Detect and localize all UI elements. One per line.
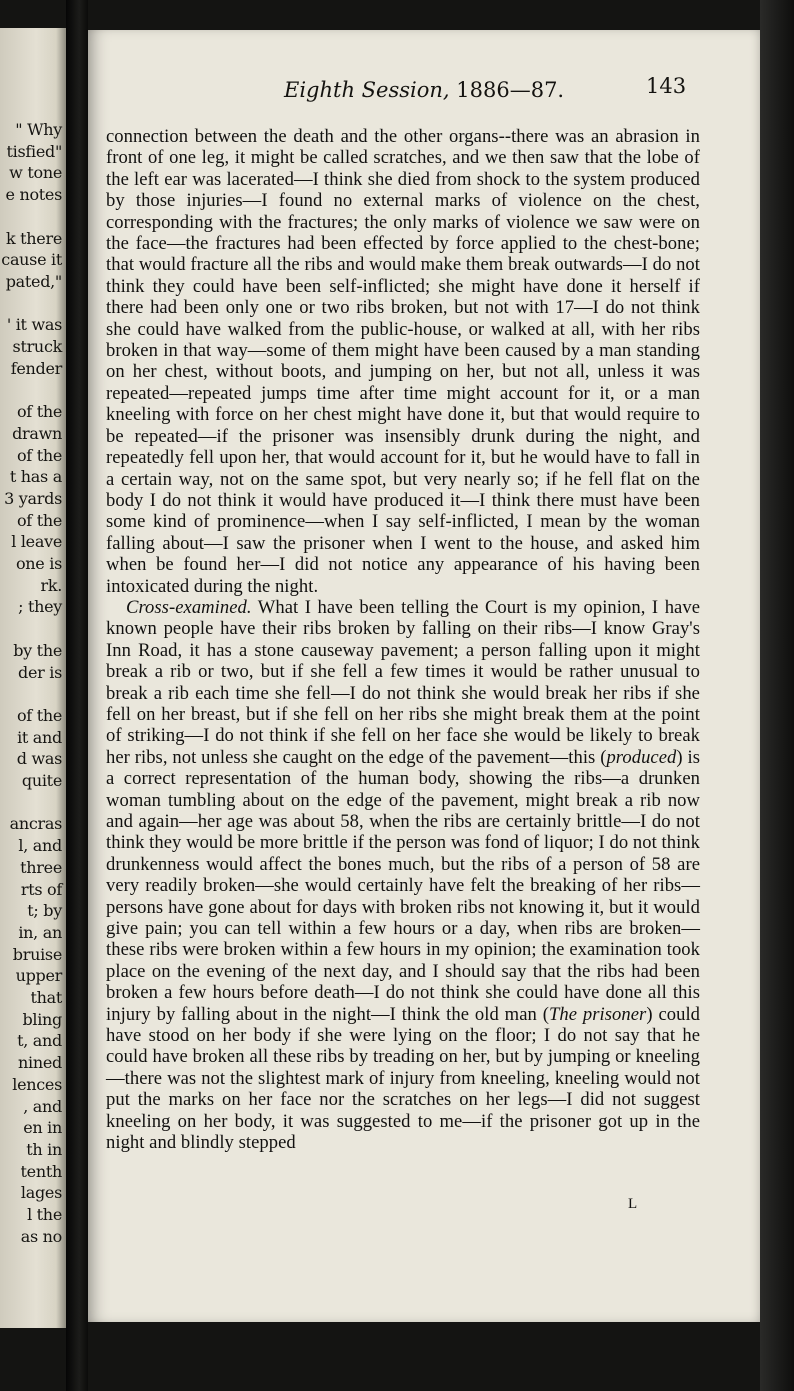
facing-page-line: t; by bbox=[27, 901, 62, 921]
facing-page-line: nined bbox=[18, 1053, 62, 1073]
facing-page-line: l, and bbox=[18, 836, 62, 856]
facing-page-line: th in bbox=[26, 1139, 62, 1159]
cross-examination-text-b: ) is a correct representation of the human body, showing the ribs—a drunken woman tumbling about on the edge of the pavement, might break a rib now and again—her age was about 58, when the ribs are certainly brittle—I do not think they would be more brittle if the person was fond of liquor; I do not think drunkenness would affect the bones much, but the ribs of a person of 58 are very readily broken—she would certainly have felt the breaking of her ribs—persons have gone about for days with broken ribs not knowing it, but it would give pain; you can tell within a few hours or a day, when ribs are broken—these ribs were broken within a few hours in my opinion; the examination took place on the evening of the next day, and I should say that the ribs had been broken a few hours before death—I do not think she could have done all this injury by falling about in the night—I think the old man ( bbox=[106, 746, 700, 1025]
facing-page-line: t, and bbox=[17, 1031, 62, 1051]
facing-page-line: of the bbox=[16, 705, 62, 725]
facing-page-line: bruise bbox=[12, 944, 62, 964]
running-head-years: 1886—87. bbox=[449, 78, 565, 102]
facing-page-line: rk. bbox=[40, 575, 62, 595]
prisoner-label: The prisoner bbox=[548, 1003, 647, 1025]
signature-mark: L bbox=[628, 1196, 638, 1212]
facing-page-line: lences bbox=[12, 1074, 62, 1094]
facing-page-line: der is bbox=[18, 662, 62, 682]
facing-page-line: ; they bbox=[18, 597, 62, 617]
facing-page-line: t has a bbox=[9, 467, 62, 487]
facing-page-fragment bbox=[0, 28, 66, 1328]
facing-page-line: w tone bbox=[9, 163, 62, 183]
paragraph-cross-examination bbox=[106, 597, 700, 1154]
facing-page-line: k there bbox=[5, 228, 62, 248]
facing-page-line: of the bbox=[16, 445, 62, 465]
running-head bbox=[284, 78, 564, 102]
facing-page-line: fender bbox=[10, 358, 62, 378]
facing-page-line: of the bbox=[16, 510, 62, 530]
facing-page-line: bling bbox=[22, 1009, 62, 1029]
facing-page-line: three bbox=[20, 857, 62, 877]
facing-page-line: " Why bbox=[15, 120, 62, 139]
facing-page-line: in, an bbox=[18, 922, 62, 942]
book-gutter bbox=[66, 0, 88, 1391]
cross-examination-text-a: What I have been telling the Court is my opinion, I have known people have their ribs broken by falling on their ribs—I know Gray's Inn Road, it has a stone causeway pavement; a person falling upon it might break a rib or two, but if she fell a few times it would be rather unusual to break a rib each time she fell—I do not think she would break her ribs if she fell on her breast, but if she fell on her ribs she might break them at the point of striking—I do not think if she fell on her face she would be likely to break her ribs, not unless she caught on the edge of the pavement—this ( bbox=[106, 596, 700, 768]
facing-page-line: e notes bbox=[5, 185, 62, 205]
produced-label: produced bbox=[606, 746, 677, 768]
facing-page-line: as no bbox=[20, 1226, 62, 1246]
body-text bbox=[106, 126, 700, 1154]
cross-examination-text-c: ) could have stood on her body if she were lying on the floor; I do not say that he could have broken all these ribs by treading on her, but by jumping or kneeling—there was not the slightest mark of injury from kneeling, kneeling would not put the marks on her face nor the scratches on her legs—I did not suggest kneeling on her body, it was suggested to me—if the prisoner got up in the night and blindly stepped bbox=[106, 1003, 701, 1154]
facing-page-line: one is bbox=[15, 554, 62, 573]
scan-edge bbox=[760, 0, 794, 1391]
facing-page-line: upper bbox=[15, 966, 62, 986]
facing-page-line: l leave bbox=[11, 532, 62, 552]
facing-page-line: tisfied" bbox=[6, 141, 62, 161]
running-head-session: Eighth Session, bbox=[284, 78, 450, 102]
facing-page-line: , and bbox=[23, 1096, 62, 1116]
page bbox=[88, 30, 760, 1322]
facing-page-line: by the bbox=[13, 640, 62, 660]
facing-page-line: l the bbox=[27, 1205, 62, 1224]
facing-page-line: lages bbox=[20, 1183, 62, 1203]
facing-page-line: cause it bbox=[1, 250, 62, 270]
cross-examined-label: Cross-examined. bbox=[126, 596, 252, 618]
facing-page-line: 3 yards bbox=[4, 488, 62, 508]
facing-page-line: that bbox=[30, 988, 62, 1007]
facing-page-line: struck bbox=[12, 337, 62, 356]
facing-page-line: pated," bbox=[5, 271, 62, 291]
facing-page-line: quite bbox=[21, 771, 62, 790]
facing-page-line: rts of bbox=[20, 879, 62, 899]
facing-page-line: drawn bbox=[12, 423, 62, 443]
paragraph-testimony: connection between the death and the other organs--there was an abrasion in front of one leg, it might be called scratches, and we then saw that the lobe of the left ear was lacerated—I think she died from shock to the system produced by those injuries—I found no external marks of violence on the chest, corresponding with the fractures; the only marks of violence we saw were on the face—the fractures had been effected by force applied to the chest-bone; that would fracture all the ribs and would make them break outwards—I do not think they could have been self-inflicted; she might have done it herself if there had been only one or two ribs broken, but not with 17—I do not think she could have walked from the public-house, or walked at all, with her ribs broken in that way—some of them might have been caused by a man standing on her chest, without boots, and jumping on her, but not all, unless it was repeated—repeated jumps time after time might account for it, or a man kneeling with force on her chest might have done it, but that would require to be repeated—if the prisoner was insensibly drunk during the night, and repeatedly fell upon her, that would account for it, but he would have to fall in a certain way, not on the same spot, but very nearly so; if he fell flat on the body I do not think it would have produced it—I think there must have been some kind of prominence—when I say self-inflicted, I mean by the woman falling about—I saw the prisoner when I went to the house, and asked him when be found her—I did not notice any appearance of his having been intoxicated during the night. bbox=[106, 126, 700, 597]
page-number: 143 bbox=[646, 74, 687, 98]
facing-page-line: d was bbox=[16, 749, 62, 769]
facing-page-line: it and bbox=[17, 727, 62, 747]
facing-page-line: en in bbox=[23, 1118, 62, 1138]
facing-page-line: ' it was bbox=[6, 315, 62, 335]
facing-page-line: ancras bbox=[9, 814, 62, 834]
facing-page-line: of the bbox=[16, 402, 62, 422]
facing-page-line: tenth bbox=[20, 1161, 62, 1181]
